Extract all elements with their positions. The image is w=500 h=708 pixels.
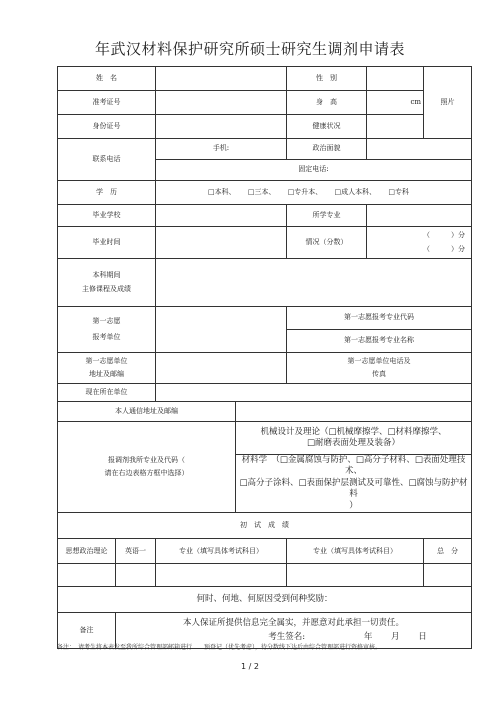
col-major-2: 专业（填写具体考试科目） bbox=[287, 539, 424, 564]
label-transfer-line1: 报调剂我所专业及代码（ bbox=[108, 456, 185, 465]
edu-option-college[interactable]: □专科 bbox=[388, 187, 410, 196]
label-remark: 备注 bbox=[58, 613, 116, 649]
field-political[interactable] bbox=[367, 139, 472, 160]
score-politics[interactable] bbox=[58, 564, 116, 587]
label-first-major-code: 第一志愿报考专业代码 bbox=[344, 313, 414, 322]
field-major[interactable] bbox=[367, 205, 472, 227]
label-major: 所学专业 bbox=[287, 205, 367, 227]
field-courses[interactable] bbox=[156, 259, 472, 307]
label-courses bbox=[58, 259, 156, 307]
label-day: 日 bbox=[418, 631, 427, 642]
label-mobile: 手机: bbox=[212, 144, 230, 153]
option-mechanical-line1[interactable]: 机械设计及理论（□机械摩擦学、□材料摩擦学、 bbox=[260, 426, 447, 437]
edu-option-undergrad[interactable]: □本科、 bbox=[207, 187, 236, 196]
label-first-address-line1: 第一志愿单位 bbox=[85, 356, 128, 365]
field-gender[interactable] bbox=[367, 67, 424, 91]
label-year: 年 bbox=[363, 631, 373, 642]
education-options bbox=[156, 181, 472, 205]
col-politics: 思想政治理论 bbox=[58, 539, 116, 564]
field-grad-school[interactable] bbox=[156, 205, 287, 227]
col-total: 总 分 bbox=[424, 539, 472, 564]
field-current-unit[interactable] bbox=[156, 384, 472, 402]
option-materials-line3: ） bbox=[349, 500, 358, 511]
first-phone[interactable] bbox=[287, 353, 472, 384]
score-line-1: （ ）分 bbox=[423, 231, 465, 240]
label-courses-line2: 主修课程及成绩 bbox=[82, 284, 131, 293]
label-first-address-line2: 地址及邮编 bbox=[89, 370, 124, 378]
option-mechanical bbox=[236, 422, 472, 455]
label-grad-time: 毕业时间 bbox=[58, 227, 156, 259]
label-mail-address: 本人通信地址及邮编 bbox=[58, 402, 236, 422]
field-mobile[interactable] bbox=[156, 139, 287, 160]
label-prelim-scores: 初 试 成 绩 bbox=[58, 513, 472, 539]
field-height[interactable] bbox=[367, 91, 424, 115]
option-materials bbox=[236, 455, 472, 513]
field-mail-address[interactable] bbox=[236, 402, 472, 422]
declaration-text: 本人保证所提供信息完全属实，并愿意对此承担一切责任。 bbox=[182, 618, 404, 629]
label-landline: 固定电话: bbox=[298, 165, 329, 174]
label-education: 学 历 bbox=[58, 181, 156, 205]
label-awards[interactable] bbox=[58, 587, 472, 613]
label-exam-no: 准考证号 bbox=[58, 91, 156, 115]
label-name: 姓 名 bbox=[58, 67, 156, 91]
label-id-no: 身份证号 bbox=[58, 115, 156, 139]
page-title: 年武汉材料保护研究所硕士研究生调剂申请表 bbox=[94, 40, 405, 58]
field-first-address[interactable] bbox=[156, 353, 287, 384]
field-exam-no[interactable] bbox=[156, 91, 287, 115]
label-first-phone-line2: 传真 bbox=[372, 370, 386, 378]
col-major-1: 专业（填写具体考试科目） bbox=[156, 539, 287, 564]
height-unit: cm bbox=[410, 97, 421, 106]
label-first-major-name: 第一志愿报考专业名称 bbox=[344, 336, 414, 345]
first-major-name[interactable] bbox=[287, 330, 472, 353]
label-gender: 性 别 bbox=[287, 67, 367, 91]
awards-text: 何时、何地、何原因受到何种奖励： bbox=[196, 594, 333, 605]
label-first-choice bbox=[58, 307, 156, 353]
label-grad-school: 毕业学校 bbox=[58, 205, 156, 227]
field-name[interactable] bbox=[156, 67, 287, 91]
label-courses-line1: 本科期间 bbox=[92, 271, 121, 280]
score-line-2: （ ）分 bbox=[423, 244, 465, 253]
label-first-choice-line1: 第一志愿 bbox=[92, 317, 121, 326]
score-english[interactable] bbox=[116, 564, 156, 587]
label-transfer bbox=[58, 422, 236, 513]
label-height: 身 高 bbox=[287, 91, 367, 115]
field-grad-time[interactable] bbox=[156, 227, 287, 259]
label-current-unit: 现在所在单位 bbox=[58, 384, 156, 402]
footnote: 备注： 请考生将本表发至我所综合管理部邮箱进行 预登记（优先考虑），待分数线下达后由综合管理部进行资格审核。 bbox=[57, 644, 382, 651]
label-health: 健康状况 bbox=[287, 115, 367, 139]
option-materials-line2[interactable]: □高分子涂料、□表面保护层测试及可靠性、□腐蚀与防护材料 bbox=[239, 477, 468, 500]
field-health[interactable] bbox=[367, 115, 424, 139]
edu-option-upgrade[interactable]: □专升本、 bbox=[287, 187, 323, 196]
option-mechanical-line2[interactable]: □耐磨表面处理及装备） bbox=[306, 438, 401, 448]
label-first-phone-line1: 第一志愿单位电话及 bbox=[347, 356, 411, 365]
col-english: 英语一 bbox=[116, 539, 156, 564]
field-first-choice[interactable] bbox=[156, 307, 287, 353]
label-political: 政治面貌 bbox=[287, 139, 367, 160]
label-month: 月 bbox=[391, 631, 400, 642]
edu-option-third-tier[interactable]: □三本、 bbox=[247, 187, 276, 196]
score-major-2[interactable] bbox=[287, 564, 424, 587]
field-landline[interactable] bbox=[156, 160, 472, 181]
first-major-code[interactable] bbox=[287, 307, 472, 330]
field-id-no[interactable] bbox=[156, 115, 287, 139]
label-contact: 联系电话 bbox=[58, 139, 156, 181]
page-number: 1 / 2 bbox=[241, 662, 259, 671]
label-transfer-line2: 请在右边表格方框中选择） bbox=[104, 468, 189, 477]
label-photo: 照片 bbox=[440, 97, 455, 106]
photo-box[interactable] bbox=[424, 67, 472, 139]
edu-option-adult[interactable]: □成人本科、 bbox=[334, 187, 377, 196]
label-score: 情况（分数） bbox=[287, 227, 367, 259]
score-major-1[interactable] bbox=[156, 564, 287, 587]
score-total[interactable] bbox=[424, 564, 472, 587]
label-first-choice-line2: 报考单位 bbox=[92, 332, 121, 341]
label-signature: 考生签名: bbox=[268, 631, 306, 642]
field-scores[interactable] bbox=[367, 227, 472, 259]
option-materials-line1[interactable]: 材料学 （□金属腐蚀与防护、□高分子材料、□表面处理技术、 bbox=[241, 455, 466, 477]
application-form bbox=[57, 66, 472, 649]
label-first-address bbox=[58, 353, 156, 384]
